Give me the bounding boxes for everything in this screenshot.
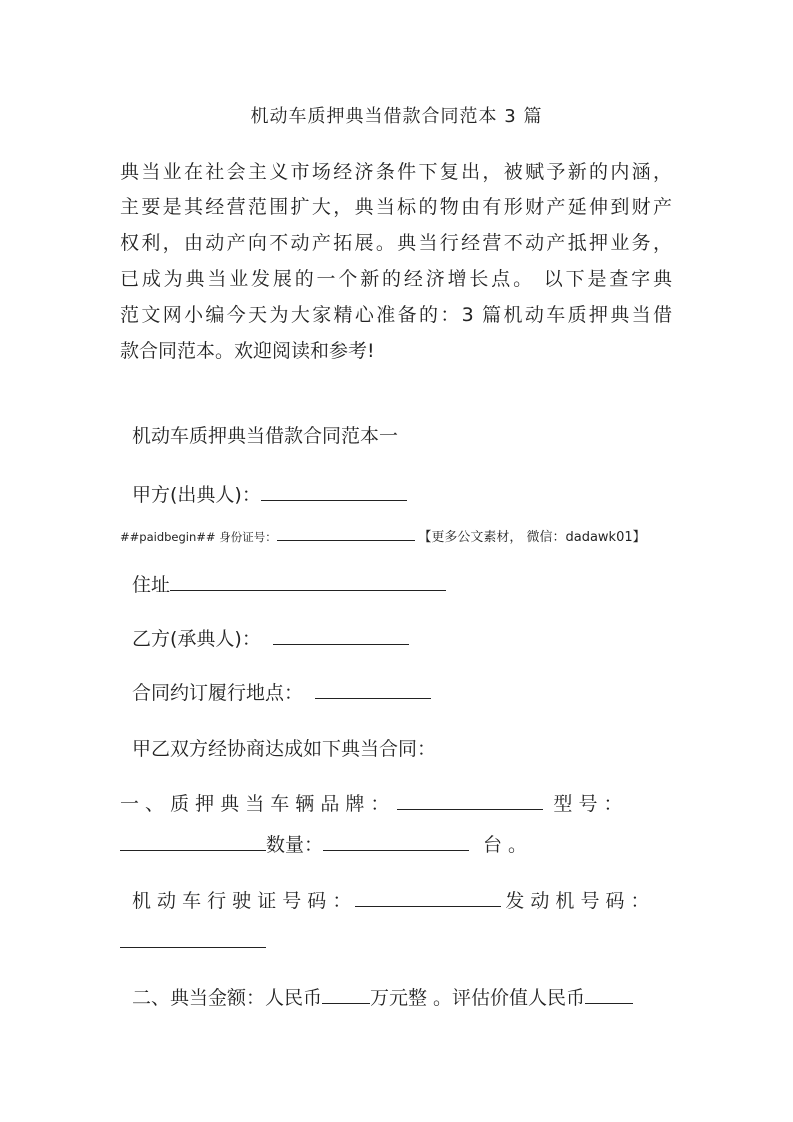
item2-amount-blank[interactable] bbox=[322, 985, 370, 1004]
item2-valuation-label: 万元整 。评估价值人民币 bbox=[370, 987, 586, 1009]
license-blank[interactable] bbox=[355, 888, 501, 907]
party-b-blank[interactable] bbox=[273, 626, 409, 645]
id-number-blank[interactable] bbox=[277, 528, 415, 541]
party-a-label: 甲方(出典人)： bbox=[132, 484, 261, 506]
license-label: 机 动 车 行 驶 证 号 码 ： bbox=[132, 890, 352, 912]
item1-row bbox=[120, 791, 623, 816]
agreement-line: 甲乙双方经协商达成如下典当合同： bbox=[132, 738, 437, 760]
party-b-row bbox=[132, 626, 409, 651]
item1-quantity-blank[interactable] bbox=[323, 832, 469, 851]
document-title: 机动车质押典当借款合同范本 3 篇 bbox=[250, 106, 543, 127]
party-b-label: 乙方(承典人)： bbox=[132, 628, 261, 650]
sign-place-row bbox=[132, 680, 431, 705]
item2-amount-label: 二、典当金额：人民币 bbox=[132, 987, 323, 1009]
engine-blank[interactable] bbox=[120, 929, 266, 948]
party-a-row bbox=[132, 482, 407, 507]
license-row bbox=[132, 888, 650, 913]
section-title: 机动车质押典当借款合同范本一 bbox=[132, 425, 399, 447]
party-a-blank[interactable] bbox=[261, 482, 407, 501]
sign-place-blank[interactable] bbox=[315, 680, 431, 699]
item1-row2 bbox=[120, 832, 527, 857]
intro-line: 权利，由动产向不动产拓展。典当行经营不动产抵押业务， bbox=[120, 232, 672, 254]
promo-text: 【更多公文素材， 微信：dadawk01】 bbox=[418, 530, 646, 545]
engine-row bbox=[120, 929, 266, 954]
item1-unit-label: 台 。 bbox=[483, 834, 528, 856]
address-row bbox=[132, 572, 446, 597]
intro-line: 款合同范本。欢迎阅读和参考! bbox=[120, 340, 375, 362]
intro-line: 范文网小编今天为大家精心准备的：3 篇机动车质押典当借 bbox=[120, 304, 672, 326]
address-label: 住址 bbox=[132, 574, 171, 596]
address-blank[interactable] bbox=[170, 572, 446, 591]
item1-quantity-label: 数量： bbox=[266, 834, 324, 856]
item2-row bbox=[132, 985, 633, 1010]
id-number-row bbox=[120, 528, 646, 547]
intro-line: 主要是其经营范围扩大，典当标的物由有形财产延伸到财产 bbox=[120, 196, 672, 218]
sign-place-label: 合同约订履行地点： bbox=[132, 682, 304, 704]
item1-brand-label: 一 、 质 押 典 当 车 辆 品 牌 ： bbox=[120, 793, 390, 815]
item2-valuation-blank[interactable] bbox=[585, 985, 633, 1004]
item1-brand-blank[interactable] bbox=[397, 791, 543, 810]
paid-marker-label: ##paidbegin## 身份证号： bbox=[120, 530, 277, 544]
item1-model-blank[interactable] bbox=[120, 832, 266, 851]
intro-line: 典当业在社会主义市场经济条件下复出，被赋予新的内涵， bbox=[120, 161, 672, 183]
item1-model-label: 型 号 ： bbox=[553, 793, 623, 815]
intro-line: 已成为典当业发展的一个新的经济增长点。 以下是查字典 bbox=[120, 268, 672, 290]
engine-label: 发 动 机 号 码 ： bbox=[505, 890, 650, 912]
